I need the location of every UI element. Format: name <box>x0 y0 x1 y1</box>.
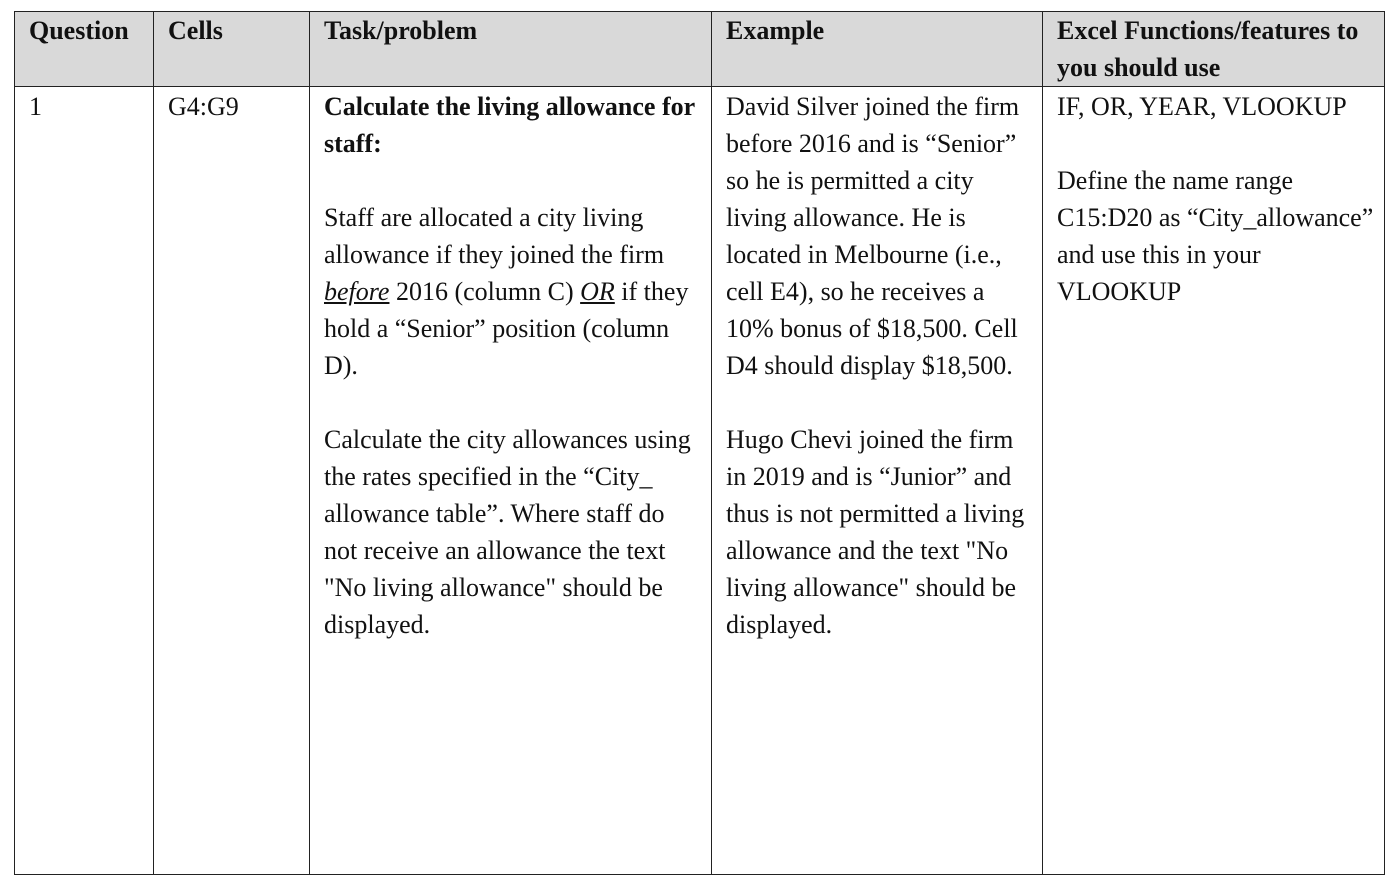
task-paragraph-1: Staff are allocated a city living allowance if they joined the firm before 2016 (column C) OR if they hold a “Senior” position (column D). <box>324 203 689 380</box>
cell-question-number: 1 <box>15 87 154 875</box>
cell-range: G4:G9 <box>154 87 310 875</box>
header-row <box>15 12 1385 87</box>
header-cells: Cells <box>154 12 310 87</box>
task-heading: Calculate the living allowance for staff: <box>324 92 695 158</box>
example-paragraph-2: Hugo Chevi joined the firm in 2019 and is “Junior” and thus is not permitted a living allowance and the text "No living allowance" should be displayed. <box>726 425 1025 639</box>
cell-functions <box>1043 87 1385 875</box>
header-question: Question <box>15 12 154 87</box>
task-emphasis-or: OR <box>580 277 615 306</box>
task-paragraph-2: Calculate the city allowances using the rates specified in the “City_ allowance table”. Where staff do not receive an allowance the text "No living allowance" should be displayed. <box>324 425 691 639</box>
task-emphasis-before: before <box>324 277 390 306</box>
header-task: Task/problem <box>310 12 712 87</box>
header-example: Example <box>712 12 1043 87</box>
cell-example <box>712 87 1043 875</box>
instructions-table <box>14 11 1385 875</box>
header-functions: Excel Functions/features to you should use <box>1043 12 1385 87</box>
example-paragraph-1: David Silver joined the firm before 2016 and is “Senior” so he is permitted a city living allowance. He is located in Melbourne (i.e., cell E4), so he receives a 10% bonus of $18,500. Cell D4 should display $18,500. <box>726 92 1020 380</box>
functions-list: IF, OR, YEAR, VLOOKUP <box>1057 92 1347 121</box>
cell-task <box>310 87 712 875</box>
table-row <box>15 87 1385 875</box>
functions-note: Define the name range C15:D20 as “City_allowance” and use this in your VLOOKUP <box>1057 166 1374 306</box>
